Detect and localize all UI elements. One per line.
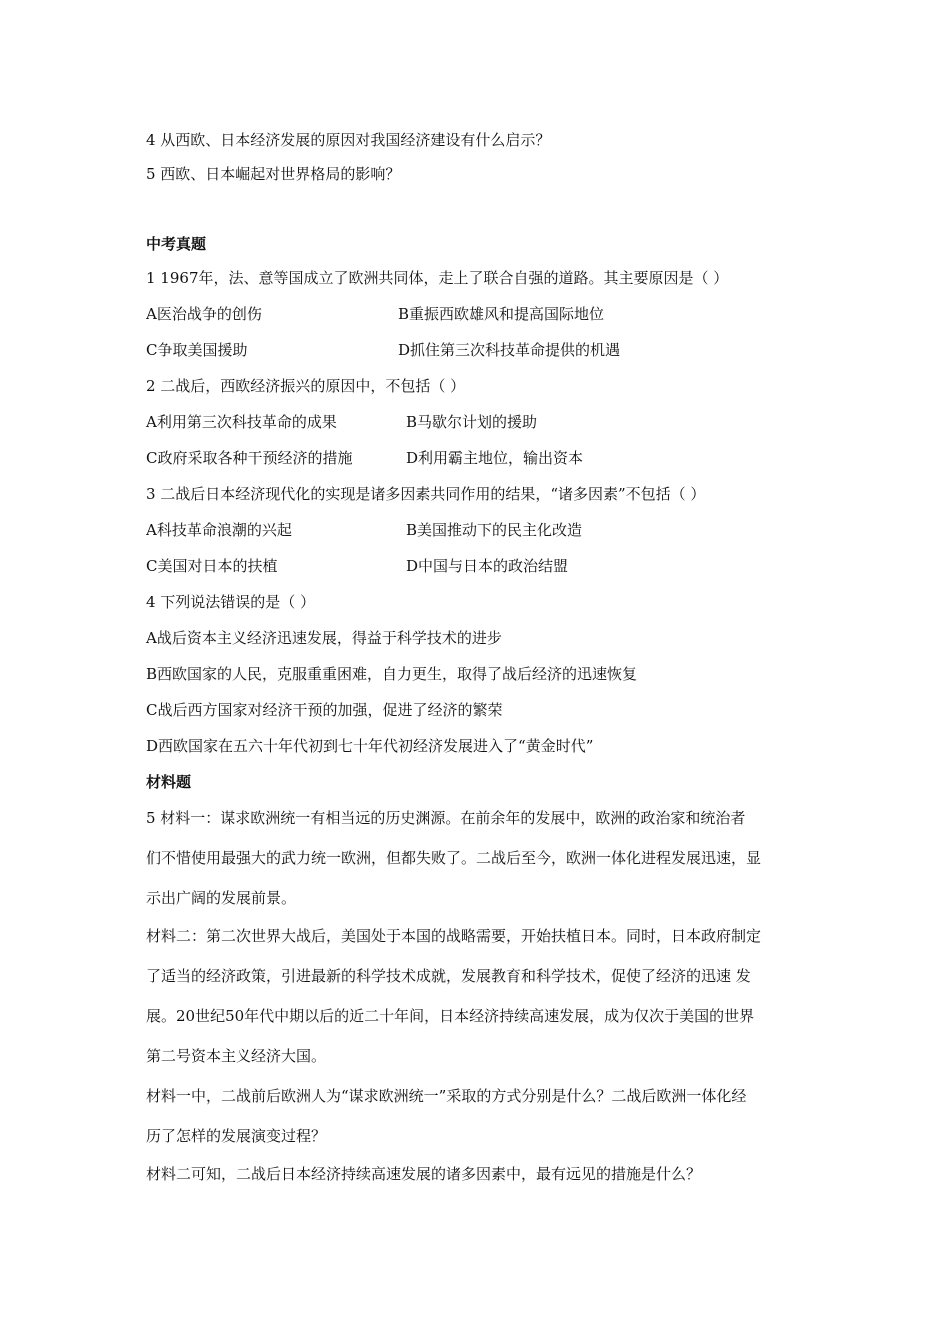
- exam-q4-option-d: D西欧国家在五六十年代初到七十年代初经济发展进入了“黄金时代”: [146, 737, 594, 755]
- exam-q3-option-b: B美国推动下的民主化改造: [406, 521, 583, 539]
- question-5-top: 5 西欧、日本崛起对世界格局的影响？: [146, 165, 401, 183]
- material-2-line: 材料二：第二次世界大战后，美国处于本国的战略需要，开始扶植日本。同时，日本政府制定: [146, 927, 762, 945]
- exam-q2-option-a: A利用第三次科技革命的成果: [146, 413, 337, 431]
- material-2-line: 第二号资本主义经济大国。: [146, 1047, 327, 1065]
- material-section-heading: 材料题: [146, 773, 192, 791]
- material-question-line: 材料一中，二战前后欧洲人为“谋求欧洲统一”采取的方式分别是什么？二战后欧洲一体化经: [146, 1087, 747, 1105]
- exam-section-heading: 中考真题: [146, 235, 207, 253]
- exam-q3-option-d: D中国与日本的政治结盟: [406, 557, 569, 575]
- exam-q2-option-d: D利用霸主地位，输出资本: [406, 449, 584, 467]
- material-1-line: 5 材料一：谋求欧洲统一有相当远的历史渊源。在前余年的发展中，欧洲的政治家和统治者: [146, 809, 746, 827]
- material-1-line: 示出广阔的发展前景。: [146, 889, 297, 907]
- exam-q4-option-b: B西欧国家的人民，克服重重困难，自力更生，取得了战后经济的迅速恢复: [146, 665, 638, 683]
- exam-q2-option-c: C政府采取各种干预经济的措施: [146, 449, 353, 467]
- exam-q3-option-c: C美国对日本的扶植: [146, 557, 278, 575]
- exam-q1-stem: 1 1967年，法、意等国成立了欧洲共同体，走上了联合自强的道路。其主要原因是（ ）: [146, 269, 729, 287]
- exam-q4-option-c: C战后西方国家对经济干预的加强，促进了经济的繁荣: [146, 701, 503, 719]
- material-2-line: 了适当的经济政策，引进最新的科学技术成就，发展教育和科学技术，促使了经济的迅速 发: [146, 967, 751, 985]
- exam-q3-stem: 3 二战后日本经济现代化的实现是诸多因素共同作用的结果，“诸多因素”不包括（ ）: [146, 485, 706, 503]
- exam-q1-option-d: D抓住第三次科技革命提供的机遇: [398, 341, 621, 359]
- exam-q2-stem: 2 二战后，西欧经济振兴的原因中，不包括（ ）: [146, 377, 466, 395]
- exam-q4-option-a: A战后资本主义经济迅速发展，得益于科学技术的进步: [146, 629, 502, 647]
- exam-q3-option-a: A科技革命浪潮的兴起: [146, 521, 292, 539]
- exam-q1-option-a: A医治战争的创伤: [146, 305, 262, 323]
- exam-q1-option-b: B重振西欧雄风和提高国际地位: [398, 305, 605, 323]
- material-1-line: 们不惜使用最强大的武力统一欧洲，但都失败了。二战后至今，欧洲一体化进程发展迅速，显: [146, 849, 762, 867]
- material-question-line: 材料二可知，二战后日本经济持续高速发展的诸多因素中，最有远见的措施是什么？: [146, 1165, 702, 1183]
- material-2-line: 展。20世纪50年代中期以后的近二十年间，日本经济持续高速发展，成为仅次于美国的世界: [146, 1007, 755, 1025]
- exam-q1-option-c: C争取美国援助: [146, 341, 248, 359]
- material-question-line: 历了怎样的发展演变过程？: [146, 1127, 327, 1145]
- exam-q4-stem: 4 下列说法错误的是（ ）: [146, 593, 316, 611]
- exam-q2-option-b: B马歇尔计划的援助: [406, 413, 538, 431]
- question-4-top: 4 从西欧、日本经济发展的原因对我国经济建设有什么启示？: [146, 131, 551, 149]
